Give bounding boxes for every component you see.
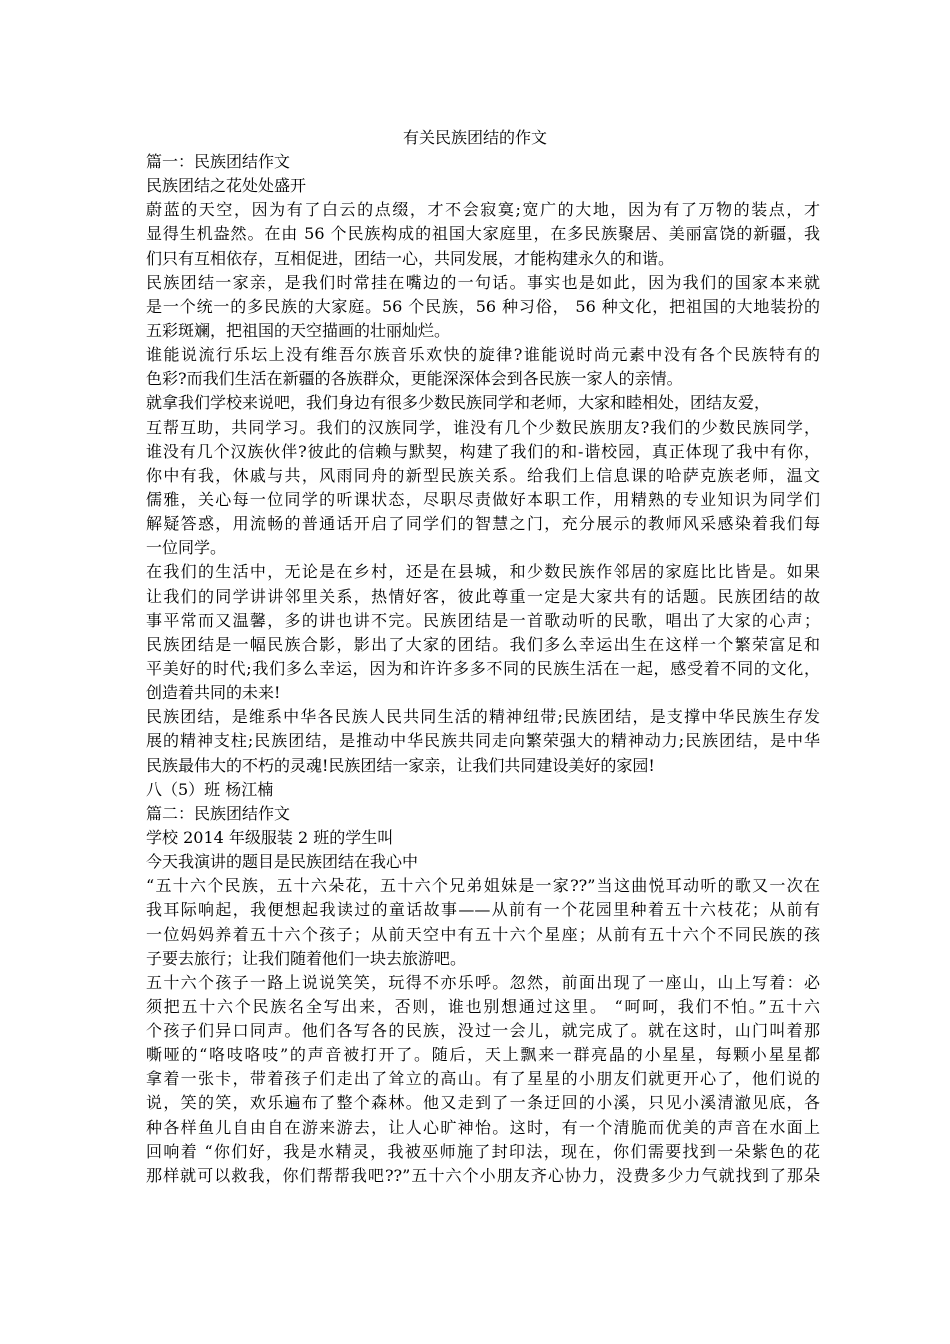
text-line: 种各样鱼儿自由自在游来游去，让人心旷神怡。这时，有一个清脆而优美的声音在水面上 bbox=[146, 1117, 820, 1137]
text-line: 儒雅，关心每一位同学的听课状态，尽职尽责做好本职工作，用精熟的专业知识为同学们 bbox=[146, 489, 820, 509]
text-line: 篇二：民族团结作文 bbox=[146, 803, 291, 823]
text-line: 谁没有几个汉族伙伴?彼此的信赖与默契，构建了我们的和-谐校园，真正体现了我中有你， bbox=[146, 441, 820, 461]
text-line: 在我们的生活中，无论是在乡村，还是在县城，和少数民族作邻居的家庭比比皆是。如果 bbox=[146, 562, 820, 582]
text-line: 那样就可以救我，你们帮帮我吧??”五十六个小朋友齐心协力，没费多少力气就找到了那朵 bbox=[146, 1165, 820, 1185]
text-line: 色彩?而我们生活在新疆的各族群众，更能深深体会到各民族一家人的亲情。 bbox=[146, 369, 683, 389]
text-line: 民族团结之花处处盛开 bbox=[146, 176, 307, 196]
document-title: 有关民族团结的作文 bbox=[402, 128, 547, 147]
text-line: 个孩子们异口同声。他们各写各的民族，没过一会儿，就完成了。就在这时，山门叫着那 bbox=[146, 1021, 820, 1041]
document-body bbox=[146, 150, 820, 1188]
text-line: 说，笑的笑，欢乐遍布了整个森林。他又走到了一条迂回的小溪，只见小溪清澈见底，各 bbox=[146, 1093, 820, 1113]
text-line: 八（5）班 杨江楠 bbox=[146, 779, 274, 799]
text-line: 解疑答惑，用流畅的普通话开启了同学们的智慧之门，充分展示的教师风采感染着我们每 bbox=[146, 514, 820, 534]
text-line: 创造着共同的未来! bbox=[146, 683, 281, 703]
text-line: 展的精神支柱;民族团结，是推动中华民族共同走向繁荣强大的精神动力;民族团结，是中华 bbox=[146, 731, 820, 751]
text-line: 一位同学。 bbox=[146, 538, 227, 558]
text-line: 嘶哑的“咯吱咯吱”的声音被打开了。随后，天上飘来一群亮晶的小星星，每颗小星星都 bbox=[146, 1045, 820, 1065]
text-line: 回响着 “你们好，我是水精灵，我被巫师施了封印法，现在，你们需要找到一朵紫色的花 bbox=[146, 1141, 820, 1161]
text-line: 五十六个孩子一路上说说笑笑，玩得不亦乐呼。忽然，前面出现了一座山，山上写着：必 bbox=[146, 972, 820, 992]
text-line: “五十六个民族，五十六朵花，五十六个兄弟姐妹是一家??”当这曲悦耳动听的歌又一次在 bbox=[146, 876, 820, 896]
text-line: 事平常而又温馨，多的讲也讲不完。民族团结是一首歌动听的民歌，唱出了大家的心声； bbox=[146, 610, 820, 630]
text-line: 一位妈妈养着五十六个孩子；从前天空中有五十六个星座；从前有五十六个不同民族的孩 bbox=[146, 924, 820, 944]
text-line: 互帮互助，共同学习。我们的汉族同学，谁没有几个少数民族朋友?我们的少数民族同学， bbox=[146, 417, 820, 437]
text-line: 是一个统一的多民族的大家庭。56 个民族，56 种习俗， 56 种文化，把祖国的大地装扮的 bbox=[146, 296, 820, 316]
text-line: 我耳际响起，我便想起我读过的童话故事——从前有一个花园里种着五十六枝花；从前有 bbox=[146, 900, 820, 920]
text-line: 蔚蓝的天空，因为有了白云的点缀，才不会寂寞;宽广的大地，因为有了万物的装点，才 bbox=[146, 200, 820, 220]
text-line: 你中有我，休戚与共，风雨同舟的新型民族关系。给我们上信息课的哈萨克族老师，温文 bbox=[146, 465, 820, 485]
text-line: 拿着一张卡，带着孩子们走出了耸立的高山。有了星星的小朋友们就更开心了，他们说的 bbox=[146, 1069, 820, 1089]
text-line: 显得生机盎然。在由 56 个民族构成的祖国大家庭里，在多民族聚居、美丽富饶的新疆，我 bbox=[146, 224, 820, 244]
text-line: 让我们的同学讲讲邻里关系，热情好客，彼此尊重一定是大家共有的话题。民族团结的故 bbox=[146, 586, 820, 606]
text-line: 民族团结，是维系中华各民族人民共同生活的精神纽带;民族团结，是支撑中华民族生存发 bbox=[146, 707, 820, 727]
text-line: 须把五十六个民族名全写出来，否则，谁也别想通过这里。 “呵呵，我们不怕。”五十六 bbox=[146, 996, 820, 1016]
text-line: 谁能说流行乐坛上没有维吾尔族音乐欢快的旋律?谁能说时尚元素中没有各个民族特有的 bbox=[146, 345, 820, 365]
text-line: 们只有互相依存，互相促进，团结一心，共同发展，才能构建永久的和谐。 bbox=[146, 248, 675, 268]
text-line: 今天我演讲的题目是民族团结在我心中 bbox=[146, 852, 419, 872]
text-line: 民族团结是一幅民族合影，影出了大家的团结。我们多么幸运出生在这样一个繁荣富足和 bbox=[146, 634, 820, 654]
text-line: 子要去旅行；让我们随着他们一块去旅游吧。 bbox=[146, 948, 467, 968]
text-line: 学校 2014 年级服装 2 班的学生叫 bbox=[146, 827, 394, 847]
text-line: 民族最伟大的不朽的灵魂!民族团结一家亲，让我们共同建设美好的家园! bbox=[146, 755, 655, 775]
text-line: 平美好的时代;我们多么幸运，因为和许许多多不同的民族生活在一起，感受着不同的文化， bbox=[146, 658, 820, 678]
text-line: 就拿我们学校来说吧，我们身边有很多少数民族同学和老师，大家和睦相处，团结友爱， bbox=[146, 393, 771, 413]
text-line: 篇一：民族团结作文 bbox=[146, 152, 291, 171]
text-line: 五彩斑斓，把祖国的天空描画的壮丽灿烂。 bbox=[146, 320, 451, 340]
text-line: 民族团结一家亲，是我们时常挂在嘴边的一句话。事实也是如此，因为我们的国家本来就 bbox=[146, 272, 820, 292]
